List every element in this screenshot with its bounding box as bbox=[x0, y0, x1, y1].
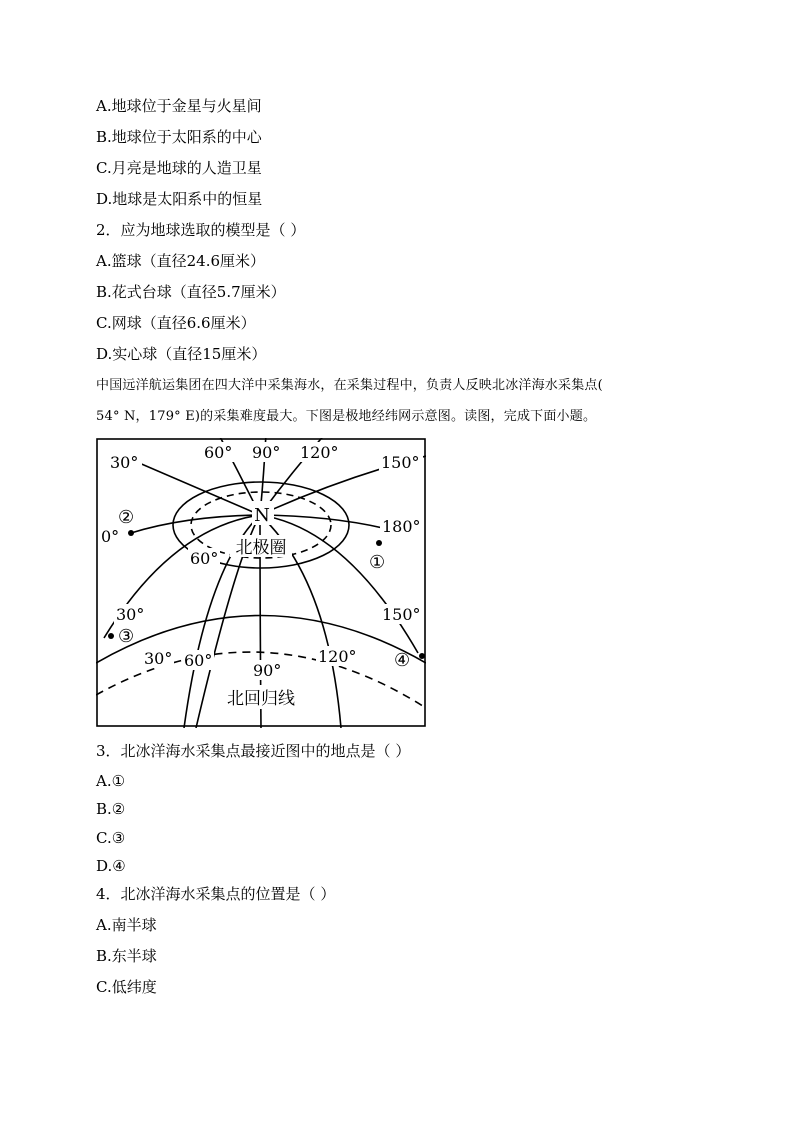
q1-option-c: C.月亮是地球的人造卫星 bbox=[96, 159, 262, 177]
q2-option-d: D.实心球（直径15厘米） bbox=[96, 345, 267, 363]
lon-label-top-60: 60° bbox=[204, 443, 233, 462]
point-1-label: ① bbox=[369, 552, 386, 573]
point-2-marker bbox=[128, 530, 134, 536]
intro-line-2: 54° N，179° E)的采集难度最大。下图是极地经纬网示意图。读图，完成下面小题。 bbox=[96, 409, 597, 424]
q1-option-b: B.地球位于太阳系的中心 bbox=[96, 128, 262, 146]
lon-label-180: 180° bbox=[382, 517, 421, 536]
q3-option-b: B.② bbox=[96, 800, 126, 818]
lon-label-bottom-60: 60° bbox=[184, 651, 213, 670]
q2-option-a: A.篮球（直径24.6厘米） bbox=[96, 252, 265, 270]
point-3-label: ③ bbox=[118, 626, 135, 647]
lon-label-bottom-120: 120° bbox=[318, 647, 357, 666]
lon-label-right-150: 150° bbox=[381, 453, 420, 472]
q3-stem: 3．北冰洋海水采集点最接近图中的地点是（ ） bbox=[96, 742, 411, 760]
point-4-label: ④ bbox=[394, 650, 411, 671]
lon-label-bottom-30: 30° bbox=[144, 649, 173, 668]
q4-option-a: A.南半球 bbox=[96, 916, 157, 934]
q4-stem: 4．北冰洋海水采集点的位置是（ ） bbox=[96, 885, 336, 903]
q3-option-d: D.④ bbox=[96, 857, 126, 875]
meridian-180 bbox=[260, 515, 391, 530]
intro-line-1: 中国远洋航运集团在四大洋中采集海水，在采集过程中，负责人反映北冰洋海水采集点( bbox=[96, 378, 603, 393]
lon-label-bottom-90: 90° bbox=[253, 661, 282, 680]
q2-stem: 2．应为地球选取的模型是（ ） bbox=[96, 221, 306, 239]
q3-option-c: C.③ bbox=[96, 829, 126, 847]
pole-label: N bbox=[254, 505, 270, 526]
point-1-marker bbox=[376, 540, 382, 546]
q1-option-d: D.地球是太阳系中的恒星 bbox=[96, 190, 263, 208]
polar-graticule-map bbox=[96, 438, 426, 728]
lon-label-mid-150: 150° bbox=[382, 605, 421, 624]
tropic-label: 北回归线 bbox=[227, 689, 295, 709]
lon-label-mid-30: 30° bbox=[116, 605, 145, 624]
meridian-0 bbox=[131, 515, 260, 533]
lon-label-top-120: 120° bbox=[300, 443, 339, 462]
lon-label-left-30: 30° bbox=[110, 453, 139, 472]
point-3-marker bbox=[108, 633, 114, 639]
point-2-label: ② bbox=[118, 507, 135, 528]
lon-label-top-90: 90° bbox=[252, 443, 281, 462]
q4-option-b: B.东半球 bbox=[96, 947, 157, 965]
q2-option-b: B.花式台球（直径5.7厘米） bbox=[96, 283, 286, 301]
lon-label-0: 0° bbox=[101, 527, 120, 546]
q2-option-c: C.网球（直径6.6厘米） bbox=[96, 314, 256, 332]
arctic-circle-label: 北极圈 bbox=[235, 538, 287, 558]
q1-option-a: A.地球位于金星与火星间 bbox=[96, 97, 262, 115]
q4-option-c: C.低纬度 bbox=[96, 978, 157, 996]
lon-label-inner-60: 60° bbox=[190, 549, 219, 568]
q3-option-a: A.① bbox=[96, 772, 126, 790]
point-4-marker bbox=[419, 653, 425, 659]
